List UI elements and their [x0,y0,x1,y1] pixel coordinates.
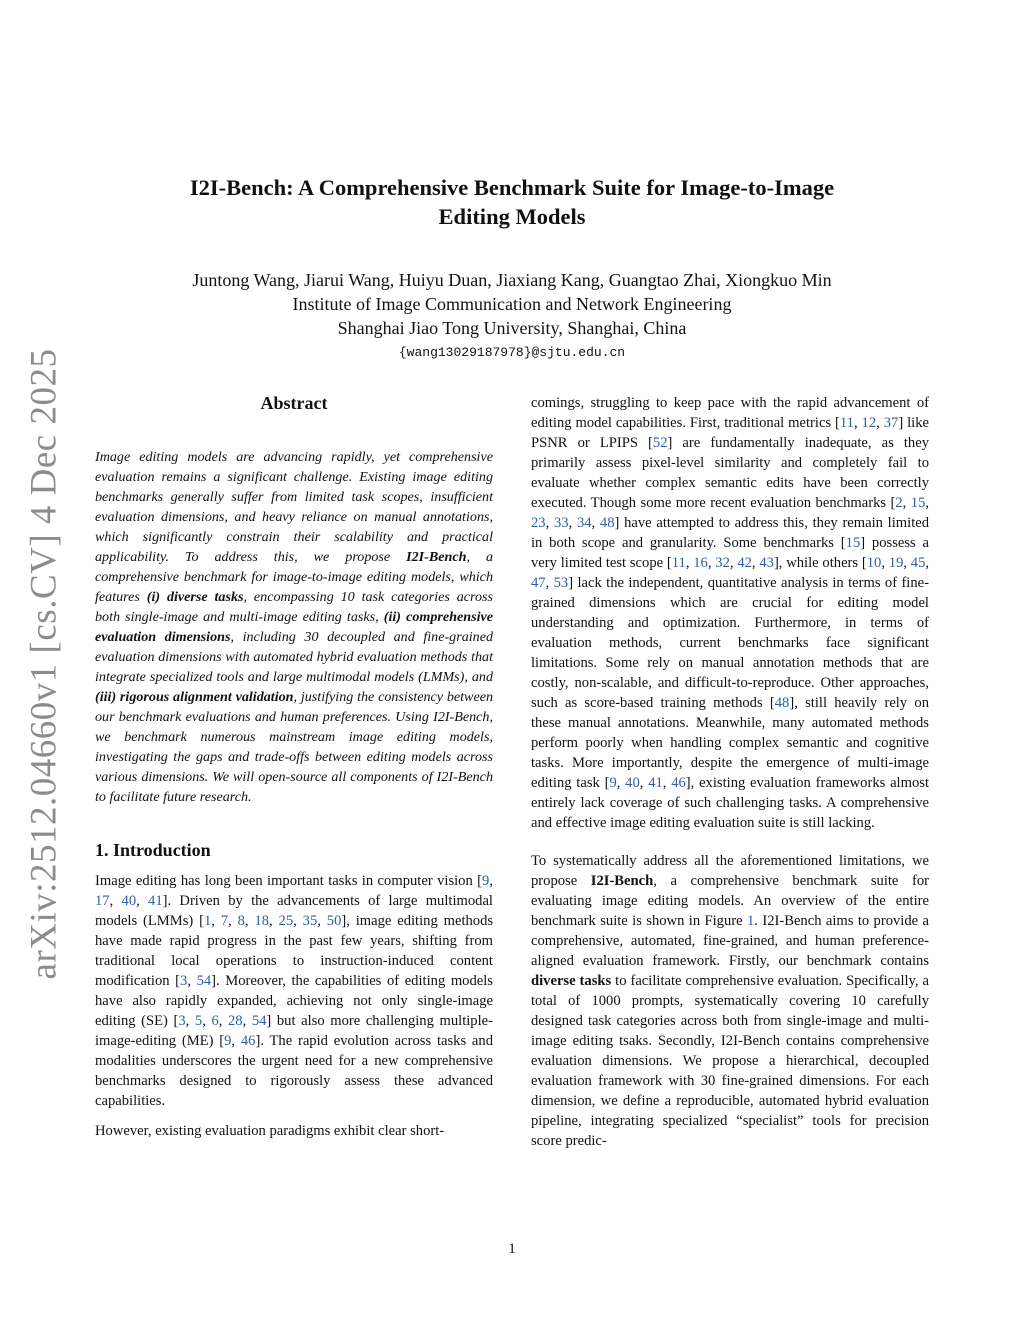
citation-separator: , [662,775,672,791]
citation-link[interactable]: 33 [553,515,569,531]
citation-link[interactable]: 9 [609,775,617,791]
citation-link[interactable]: 11 [839,415,854,431]
citation-separator: , [109,893,122,909]
abstract-bold-diverse-tasks: (i) diverse tasks [146,589,244,605]
citation-link[interactable]: 35 [302,913,318,929]
intro-paragraph-2: However, existing evaluation paradigms exhibit clear short- [95,1123,445,1139]
citation-link[interactable]: 8 [237,913,245,929]
citation-separator: , [231,1033,241,1049]
citation-link[interactable]: 54 [251,1013,267,1029]
citation-separator: , [218,1013,228,1029]
citation-separator: , [729,555,738,571]
abstract-segment: Image editing models are advancing rapidly, yet comprehensive evaluation remains a significant challenge. Existing image editing benchmarks generally suffer from limited task scopes, insufficient evaluation dimensions, and heavy reliance on manual annotations, which significantly constrain their scalability and practical applicability. To address this, we propose [95,449,493,565]
intro-paragraph-3 [531,851,929,1151]
citation-link[interactable]: 9 [482,873,490,889]
text-segment: ] are fundamentally inadequate, as they primarily assess pixel-level similarity and completely fail to evaluate whether complex semantic edits have been correctly executed. Though some more recent evaluation benchmarks [ [531,435,929,511]
arxiv-identifier-stamp: arXiv:2512.04660v1 [cs.CV] 4 Dec 2025 [23,348,65,980]
citation-link[interactable]: 28 [227,1013,243,1029]
citation-link[interactable]: 10 [866,555,882,571]
abstract-heading: Abstract [260,393,328,413]
citation-link[interactable]: 18 [254,913,270,929]
citation-separator: , [489,873,493,889]
citation-link[interactable]: 47 [531,575,546,591]
citation-separator: , [925,555,930,571]
citation-link[interactable]: 34 [576,515,592,531]
citation-link[interactable]: 2 [895,495,903,511]
citation-link[interactable]: 6 [211,1013,219,1029]
text-segment: ] possess a very limited test scope [ [531,535,929,571]
citation-separator: , [925,495,930,511]
text-segment: ]. The rapid evolution across tasks and modalities underscores the urgent need for a new comprehensive benchmarks designed to rigorously assess these advanced capabilities. [95,1033,493,1109]
title-line-2: Editing Models [438,204,586,229]
citation-link[interactable]: 7 [220,913,229,929]
citation-separator: , [903,555,911,571]
citation-separator: , [853,415,862,431]
text-segment: Image editing has long been important tasks in computer vision [ [95,873,483,889]
citation-separator: , [616,775,626,791]
citation-link[interactable]: 15 [910,495,926,511]
abstract-bold-benchmark-name: I2I-Bench [406,549,467,565]
abstract-segment: , a comprehensive benchmark for image-to-image editing models, which features [95,549,493,605]
citation-link[interactable]: 5 [194,1013,203,1029]
intro-paragraph-1 [95,871,493,1111]
citation-link[interactable]: 54 [196,973,212,989]
citation-link[interactable]: 41 [148,893,163,909]
text-segment: ], image editing methods have made rapid progress in the past few years, shifting from traditional local operations to instruction-induced content modification [ [95,913,494,989]
citation-link[interactable]: 11 [671,555,686,571]
right-column [531,393,929,1151]
citation-separator: , [202,1013,212,1029]
citation-link[interactable]: 3 [180,973,188,989]
citation-separator: , [707,555,716,571]
citation-separator: , [545,575,554,591]
text-segment: , a comprehensive benchmark suite for evaluating image editing models. An overview of the entire benchmark suite is shown in Figure [531,873,930,929]
citation-separator: , [185,1013,195,1029]
citation-separator: , [269,913,279,929]
text-segment: . I2I-Bench aims to provide a comprehensive, automated, fine-grained, and human preference-aligned evaluation framework. Firstly, our benchmark contains [531,913,929,969]
citation-separator: , [228,913,238,929]
citation-link[interactable]: 9 [224,1033,232,1049]
left-column [95,390,493,1141]
text-segment: ] have attempted to address this, they remain limited in both scope and granularity. Some benchmarks [ [531,515,930,551]
citation-separator: , [591,515,600,531]
bold-benchmark-name: I2I-Bench [590,873,654,889]
abstract-segment: , justifying the consistency between our benchmark evaluations and human preferences. Using I2I-Bench, we benchmark numerous mainstream image editing models, investigating the gaps and trade-offs between editing models across various dimensions. We will open-source all components of I2I-Bench to facilitate future research. [95,689,494,805]
figure-reference-link[interactable]: 1 [747,913,755,929]
abstract-segment: , including 30 decoupled and fine-grained evaluation dimensions with automated hybrid evaluation methods that integrate specialized tools and large multimodal models (LMMs), and [95,629,494,685]
citation-link[interactable]: 1 [204,913,212,929]
citation-separator: , [136,893,149,909]
text-segment: ] like PSNR or LPIPS [ [531,415,929,451]
citation-separator: , [545,515,554,531]
citation-separator: , [902,495,911,511]
citation-link[interactable]: 15 [845,535,861,551]
affiliation-institute: Institute of Image Communication and Network Engineering [292,294,732,314]
paper-title [120,173,904,231]
citation-separator: , [639,775,649,791]
text-segment: ], while others [ [773,555,867,571]
citation-separator: , [685,555,694,571]
citation-link[interactable]: 48 [774,695,790,711]
citation-link[interactable]: 16 [693,555,708,571]
citation-separator: , [751,555,760,571]
citation-link[interactable]: 17 [95,893,110,909]
text-segment: comings, struggling to keep pace with the rapid advancement of editing model capabilities. First, traditional metrics [ [531,395,929,431]
author-list: Juntong Wang, Jiarui Wang, Huiyu Duan, Jiaxiang Kang, Guangtao Zhai, Xiongkuo Min [192,270,832,290]
citation-link[interactable]: 41 [648,775,663,791]
section-heading-introduction: 1. Introduction [95,840,211,860]
citation-link[interactable]: 19 [888,555,904,571]
text-segment: ]. Driven by the advancements of large multimodal models (LMMs) [ [95,893,493,929]
citation-separator: , [244,913,255,929]
citation-link[interactable]: 25 [278,913,294,929]
abstract-segment: , encompassing 10 task categories across both single-image and multi-image editing tasks, [95,589,494,625]
citation-separator: , [211,913,221,929]
bold-diverse-tasks: diverse tasks [531,973,612,989]
citation-link[interactable]: 43 [759,555,774,571]
citation-link[interactable]: 12 [861,415,877,431]
citation-link[interactable]: 48 [599,515,615,531]
citation-separator: , [568,515,577,531]
text-segment: ]. Moreover, the capabilities of editing models have also rapidly expanded, achieving not only single-image editing (SE) [ [95,973,493,1029]
citation-link[interactable]: 32 [715,555,730,571]
citation-link[interactable]: 37 [883,415,899,431]
citation-separator: , [317,913,327,929]
citation-link[interactable]: 40 [625,775,640,791]
author-block [100,268,924,340]
abstract-bold-alignment-validation: (iii) rigorous alignment validation [95,689,294,705]
author-email: {wang13029187978}@sjtu.edu.cn [398,345,626,360]
citation-link[interactable]: 46 [240,1033,256,1049]
citation-separator: , [293,913,303,929]
citation-link[interactable]: 50 [326,913,342,929]
text-segment: ], still heavily rely on these manual annotations. Meanwhile, many automated methods perform poorly when handling complex semantic and cognitive tasks. More importantly, despite the emergence of multi-image editing task [ [531,695,929,791]
citation-separator: , [881,555,889,571]
text-segment: ] but also more challenging multiple-image-editing (ME) [ [95,1013,493,1049]
abstract-text [95,447,493,807]
intro-paragraph-2-continued [531,393,929,833]
text-segment: ], existing evaluation frameworks almost entirely lack coverage of such challenging tasks. A comprehensive and effective image editing evaluation suite is still lacking. [531,775,929,831]
text-segment: To systematically address all the aforementioned limitations, we propose [531,853,929,889]
citation-link[interactable]: 52 [652,435,668,451]
citation-link[interactable]: 23 [531,515,546,531]
citation-link[interactable]: 42 [737,555,752,571]
page-number: 1 [508,1241,516,1257]
text-segment: ] lack the independent, quantitative analysis in terms of fine-grained dimensions which are crucial for editing model understanding and optimization. Furthermore, in terms of evaluation methods, current benchmarks face significant limitations. Some rely on manual annotation methods that are costly, non-scalable, and difficult-to-reproduce. Other approaches, such as score-based training methods [ [531,575,929,711]
abstract-bold-evaluation-dimensions: (ii) comprehensive evaluation dimensions [95,609,493,645]
citation-link[interactable]: 40 [121,893,137,909]
text-segment: to facilitate comprehensive evaluation. Specifically, a total of 1000 prompts, systematically covering 10 carefully designed task categories across both from single-image and multi-image editing tsaks. Secondly, I2I-Bench contains comprehensive evaluation dimensions. We propose a hierarchical, decoupled evaluation framework with 30 fine-grained dimensions. For each dimension, we define a reproducible, automated hybrid evaluation pipeline, integrating specialized “specialist” tools for precision score predic- [531,973,929,1149]
title-line-1: I2I-Bench: A Comprehensive Benchmark Suite for Image-to-Image [189,175,835,200]
citation-separator: , [242,1013,252,1029]
citation-separator: , [187,973,197,989]
citation-link[interactable]: 3 [178,1013,186,1029]
citation-link[interactable]: 45 [910,555,926,571]
affiliation-university: Shanghai Jiao Tong University, Shanghai, China [337,318,687,338]
citation-separator: , [876,415,884,431]
citation-link[interactable]: 53 [553,575,569,591]
citation-link[interactable]: 46 [671,775,686,791]
